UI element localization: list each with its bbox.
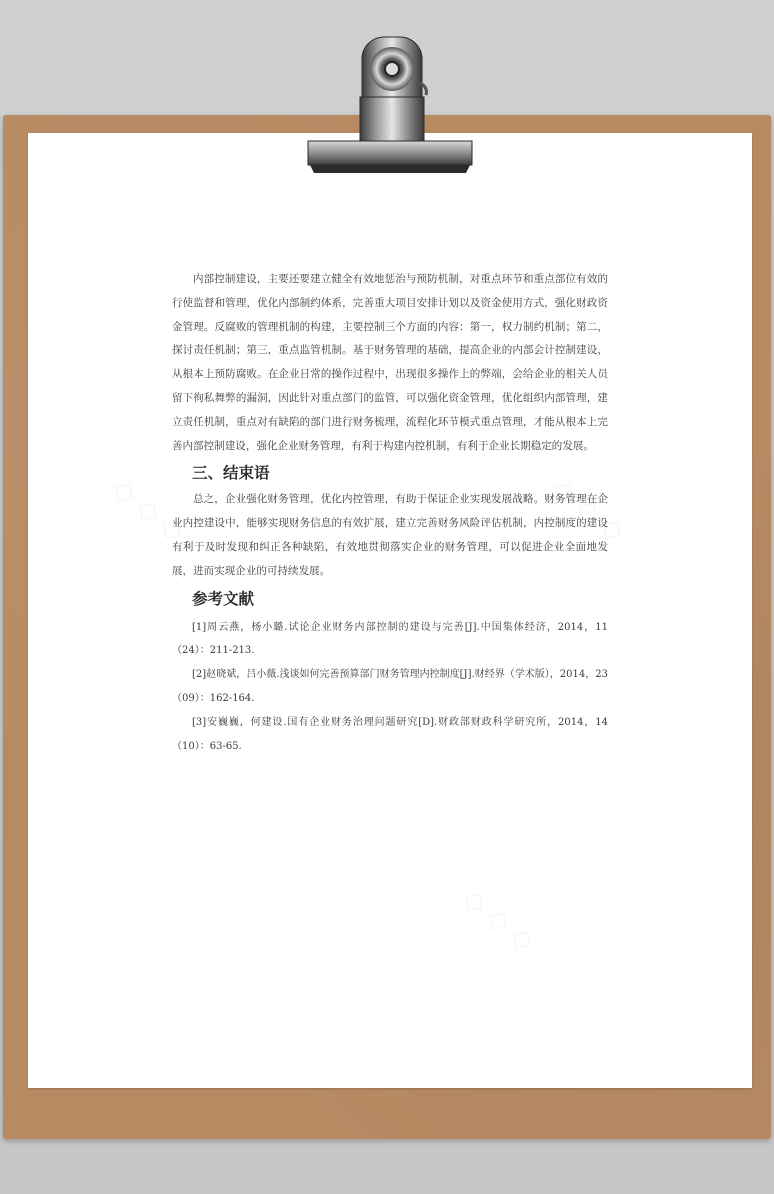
watermark: ◇ ◇ ◇ [456,881,542,958]
document-body [172,268,608,758]
watermark: ◇ ◇ ◇ [546,471,632,548]
watermark: ◇ ◇ ◇ [106,471,192,548]
reference-item: [3]安巍巍，何建设.国有企业财务治理问题研究[D].财政部财政科学研究所，2014，14（10）：63-65. [172,716,608,752]
reference-item: [1]周云燕，杨小璐.试论企业财务内部控制的建设与完善[J].中国集体经济，2014，11（24）：211-213. [172,621,608,657]
body-paragraph: 内部控制建设，主要还要建立健全有效地惩治与预防机制，对重点环节和重点部位有效的行使监督和管理，优化内部制约体系，完善重大项目安排计划以及资金使用方式，强化财政资金管理。反腐败的管理机制的构建，主要控制三个方面的内容：第一，权力制约机制；第二，探讨责任机制；第三，重点监管机制。基于财务管理的基础，提高企业的内部会计控制建设，从根本上预防腐败。在企业日常的操作过程中，出现很多操作上的弊端，会给企业的相关人员留下徇私舞弊的漏洞，因此针对重点部门的监管，可以强化资金管理，优化组织内部管理，建立责任机制，重点对有缺陷的部门进行财务梳理，流程化环节模式重点管理，才能从根本上完善内部控制建设，强化企业财务管理，有利于构建内控机制，有利于企业长期稳定的发展。 [172,273,608,452]
section-heading: 三、结束语 [192,464,270,483]
binder-clip-icon [300,25,480,185]
references-list [172,616,608,759]
conclusion-paragraph: 总之，企业强化财务管理，优化内控管理，有助于保证企业实现发展战略。财务管理在企业内控建设中，能够实现财务信息的有效扩展，建立完善财务风险评估机制，内控制度的建设有利于及时发现和纠正各种缺陷，有效地贯彻落实企业的财务管理，可以促进企业全面地发展，进而实现企业的可持续发展。 [172,493,608,577]
references-heading: 参考文献 [192,589,255,608]
reference-item: [2]赵晓斌，吕小薇.浅谈如何完善预算部门财务管理内控制度[J].财经界（学术版），2014，23（09）：162-164. [172,669,608,704]
